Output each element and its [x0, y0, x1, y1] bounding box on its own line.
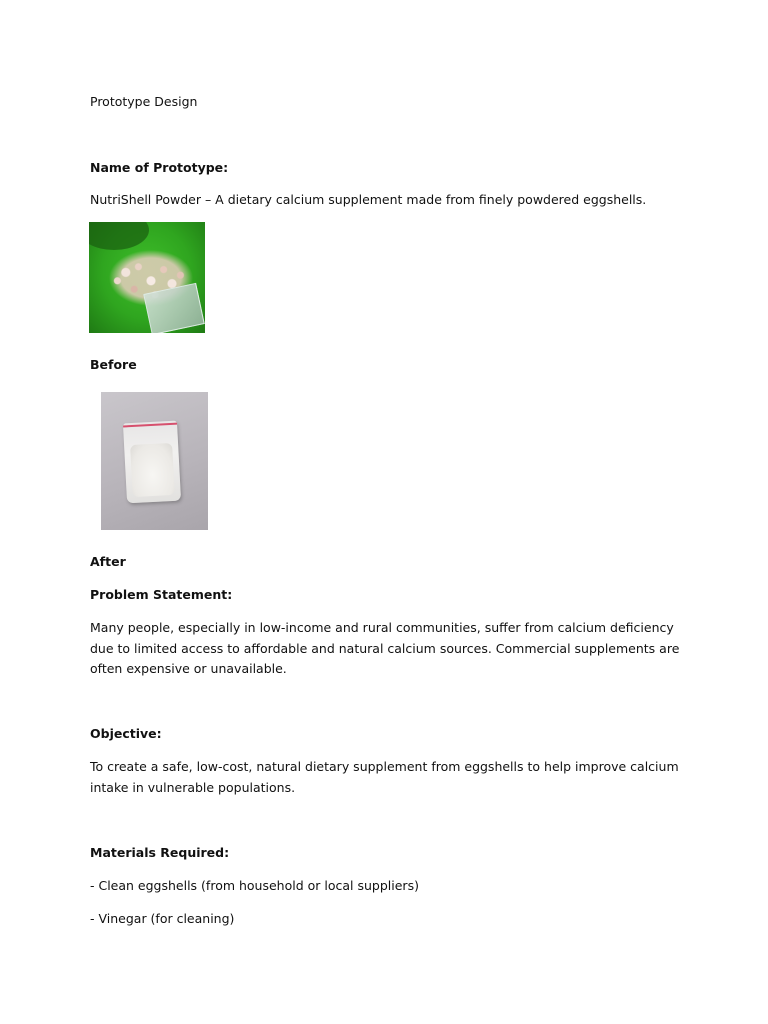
eggshell-powder [130, 443, 175, 497]
bag-seal [123, 423, 177, 428]
before-label: Before [90, 357, 137, 372]
plastic-bag [123, 421, 181, 504]
name-text: NutriShell Powder – A dietary calcium supplement made from finely powdered eggshells. [90, 192, 647, 207]
document-title: Prototype Design [90, 94, 198, 109]
materials-item: - Clean eggshells (from household or local suppliers) [90, 878, 419, 893]
objective-text: To create a safe, low-cost, natural dietary supplement from eggshells to help improve calcium intake in vulnerable populations. [90, 759, 679, 795]
powder-bag-photo [101, 392, 208, 530]
eggshells-photo [89, 222, 205, 333]
problem-heading: Problem Statement: [90, 587, 233, 602]
materials-heading: Materials Required: [90, 845, 230, 860]
after-label: After [90, 554, 126, 569]
objective-heading: Objective: [90, 726, 162, 741]
name-heading: Name of Prototype: [90, 160, 229, 175]
problem-text: Many people, especially in low-income and rural communities, suffer from calcium deficiency due to limited access to affordable and natural calcium sources. Commercial supplements are often expensive or unavailable. [90, 620, 680, 676]
tray-edge [89, 222, 149, 250]
materials-item: - Vinegar (for cleaning) [90, 911, 235, 926]
